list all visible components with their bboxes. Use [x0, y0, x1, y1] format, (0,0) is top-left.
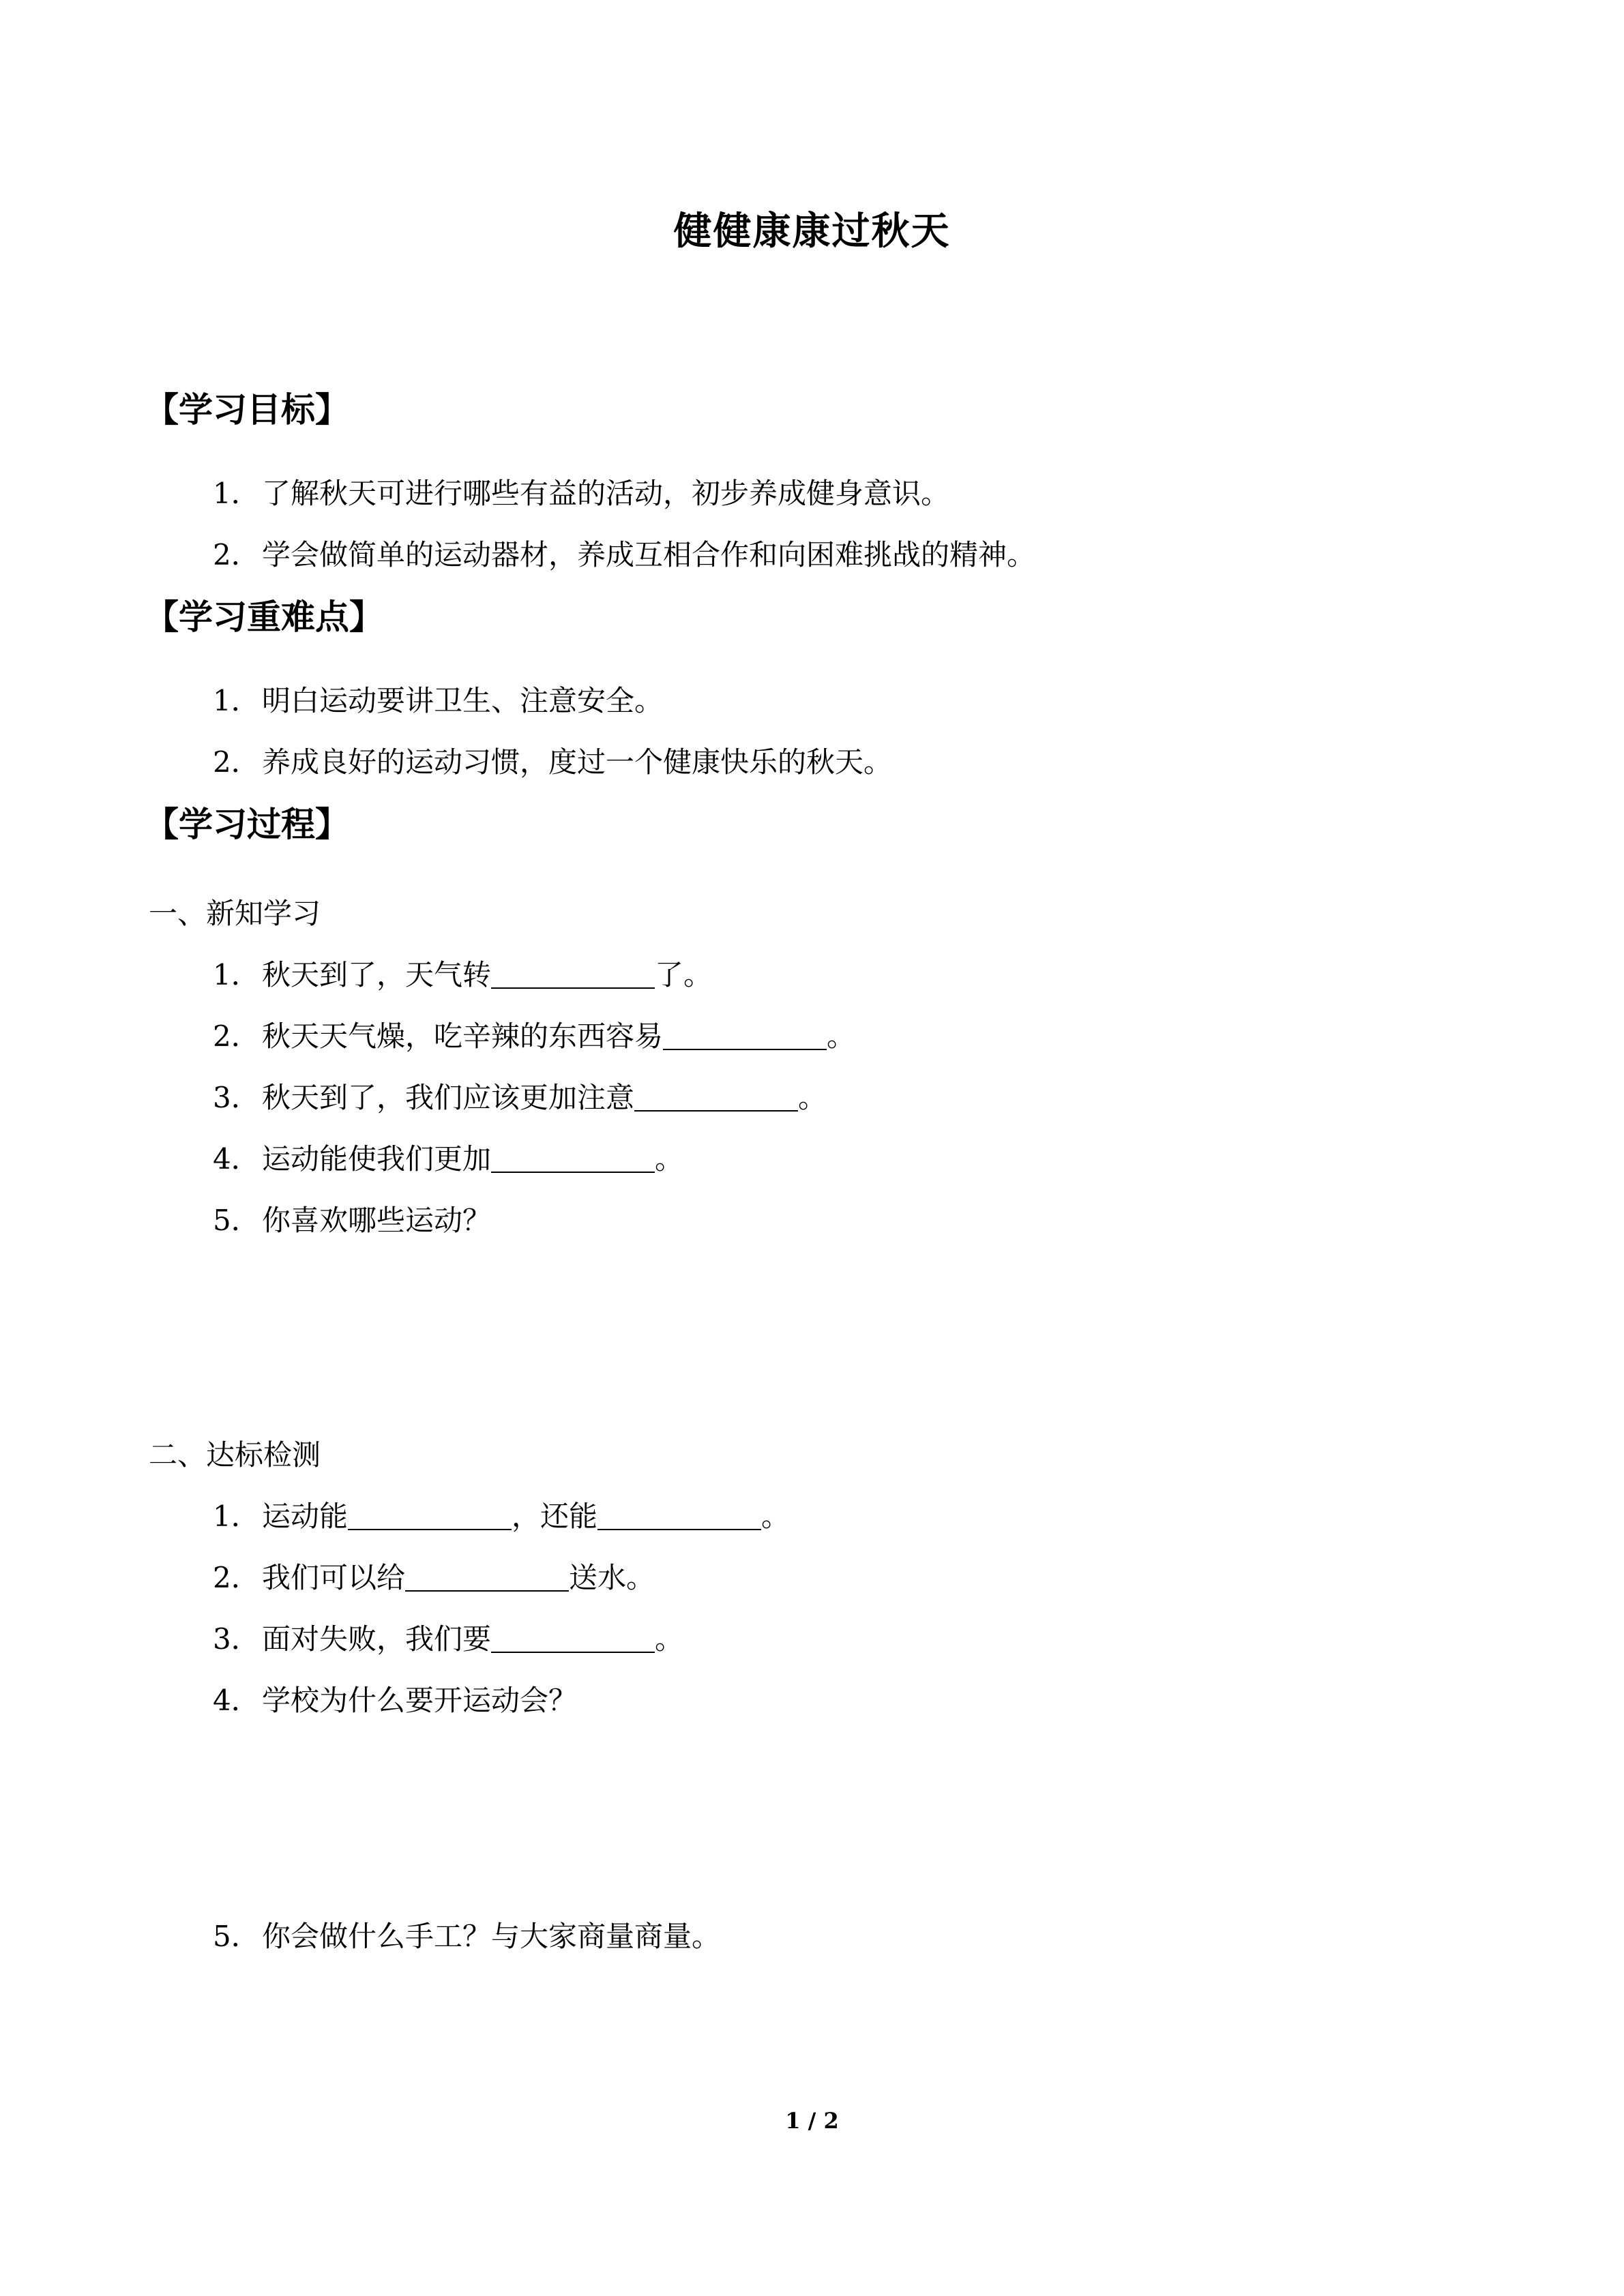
heading-learning-process: 【学习过程】 — [145, 805, 349, 844]
question-text: 。 — [798, 1081, 827, 1114]
item-text: 了解秋天可进行哪些有益的活动，初步养成健身意识。 — [262, 477, 950, 510]
question-text: 运动能使我们更加 — [262, 1142, 492, 1176]
question-2-5 — [213, 1916, 720, 1957]
item-number: 3． — [213, 1622, 260, 1656]
question-1-3 — [213, 1077, 827, 1118]
question-text: ，还能 — [512, 1500, 598, 1533]
page-number: 1 / 2 — [785, 2108, 839, 2134]
question-1-5 — [213, 1200, 491, 1241]
question-text: 。 — [827, 1019, 856, 1053]
question-2-1 — [213, 1496, 790, 1537]
item-text: 养成良好的运动习惯，度过一个健康快乐的秋天。 — [262, 745, 893, 779]
question-text: 。 — [655, 1142, 684, 1176]
key-point-item-2 — [213, 742, 892, 783]
answer-blank[interactable] — [405, 1560, 569, 1592]
question-text: 秋天天气燥，吃辛辣的东西容易 — [262, 1019, 664, 1053]
item-text: 学会做简单的运动器材，养成互相合作和向困难挑战的精神。 — [262, 538, 1036, 571]
item-number: 1． — [213, 477, 260, 510]
question-1-1 — [213, 955, 712, 996]
question-text: 面对失败，我们要 — [262, 1622, 492, 1656]
item-number: 4． — [213, 1684, 260, 1717]
question-text: 我们可以给 — [262, 1561, 406, 1594]
question-text: 了。 — [655, 958, 713, 992]
question-2-2 — [213, 1557, 655, 1598]
question-2-3 — [213, 1619, 683, 1660]
item-number: 2． — [213, 745, 260, 779]
item-number: 4． — [213, 1142, 260, 1176]
subsection-title-new-knowledge: 一、新知学习 — [149, 897, 321, 930]
key-point-item-1 — [213, 681, 663, 721]
item-number: 3． — [213, 1081, 260, 1114]
heading-learning-goals: 【学习目标】 — [145, 390, 349, 430]
item-number: 5． — [213, 1920, 260, 1953]
goal-item-2 — [213, 535, 1035, 576]
item-text: 明白运动要讲卫生、注意安全。 — [262, 684, 664, 717]
subsection-title-assessment: 二、达标检测 — [149, 1438, 321, 1472]
goal-item-1 — [213, 473, 949, 514]
question-text: 学校为什么要开运动会？ — [262, 1684, 578, 1717]
question-1-2 — [213, 1016, 855, 1057]
heading-key-points: 【学习重难点】 — [145, 597, 383, 637]
question-text: 送水。 — [569, 1561, 655, 1594]
item-number: 1． — [213, 958, 260, 992]
answer-blank[interactable] — [663, 1019, 827, 1050]
answer-blank[interactable] — [348, 1499, 512, 1530]
question-text: 运动能 — [262, 1500, 349, 1533]
question-1-4 — [213, 1139, 683, 1180]
item-number: 2． — [213, 1561, 260, 1594]
question-text: 。 — [655, 1622, 684, 1656]
answer-blank[interactable] — [597, 1499, 761, 1530]
question-2-4 — [213, 1680, 577, 1721]
item-number: 2． — [213, 538, 260, 571]
answer-blank[interactable] — [491, 1622, 655, 1653]
question-text: 你喜欢哪些运动？ — [262, 1204, 492, 1237]
question-text: 。 — [761, 1500, 791, 1533]
question-text: 你会做什么手工？与大家商量商量。 — [262, 1920, 721, 1953]
answer-blank[interactable] — [491, 1142, 655, 1173]
page-title: 健健康康过秋天 — [673, 209, 951, 254]
question-text: 秋天到了，天气转 — [262, 958, 492, 992]
answer-blank[interactable] — [491, 957, 655, 989]
item-number: 1． — [213, 1500, 260, 1533]
item-number: 1． — [213, 684, 260, 717]
question-text: 秋天到了，我们应该更加注意 — [262, 1081, 635, 1114]
answer-blank[interactable] — [634, 1080, 798, 1112]
item-number: 5． — [213, 1204, 260, 1237]
item-number: 2． — [213, 1019, 260, 1053]
